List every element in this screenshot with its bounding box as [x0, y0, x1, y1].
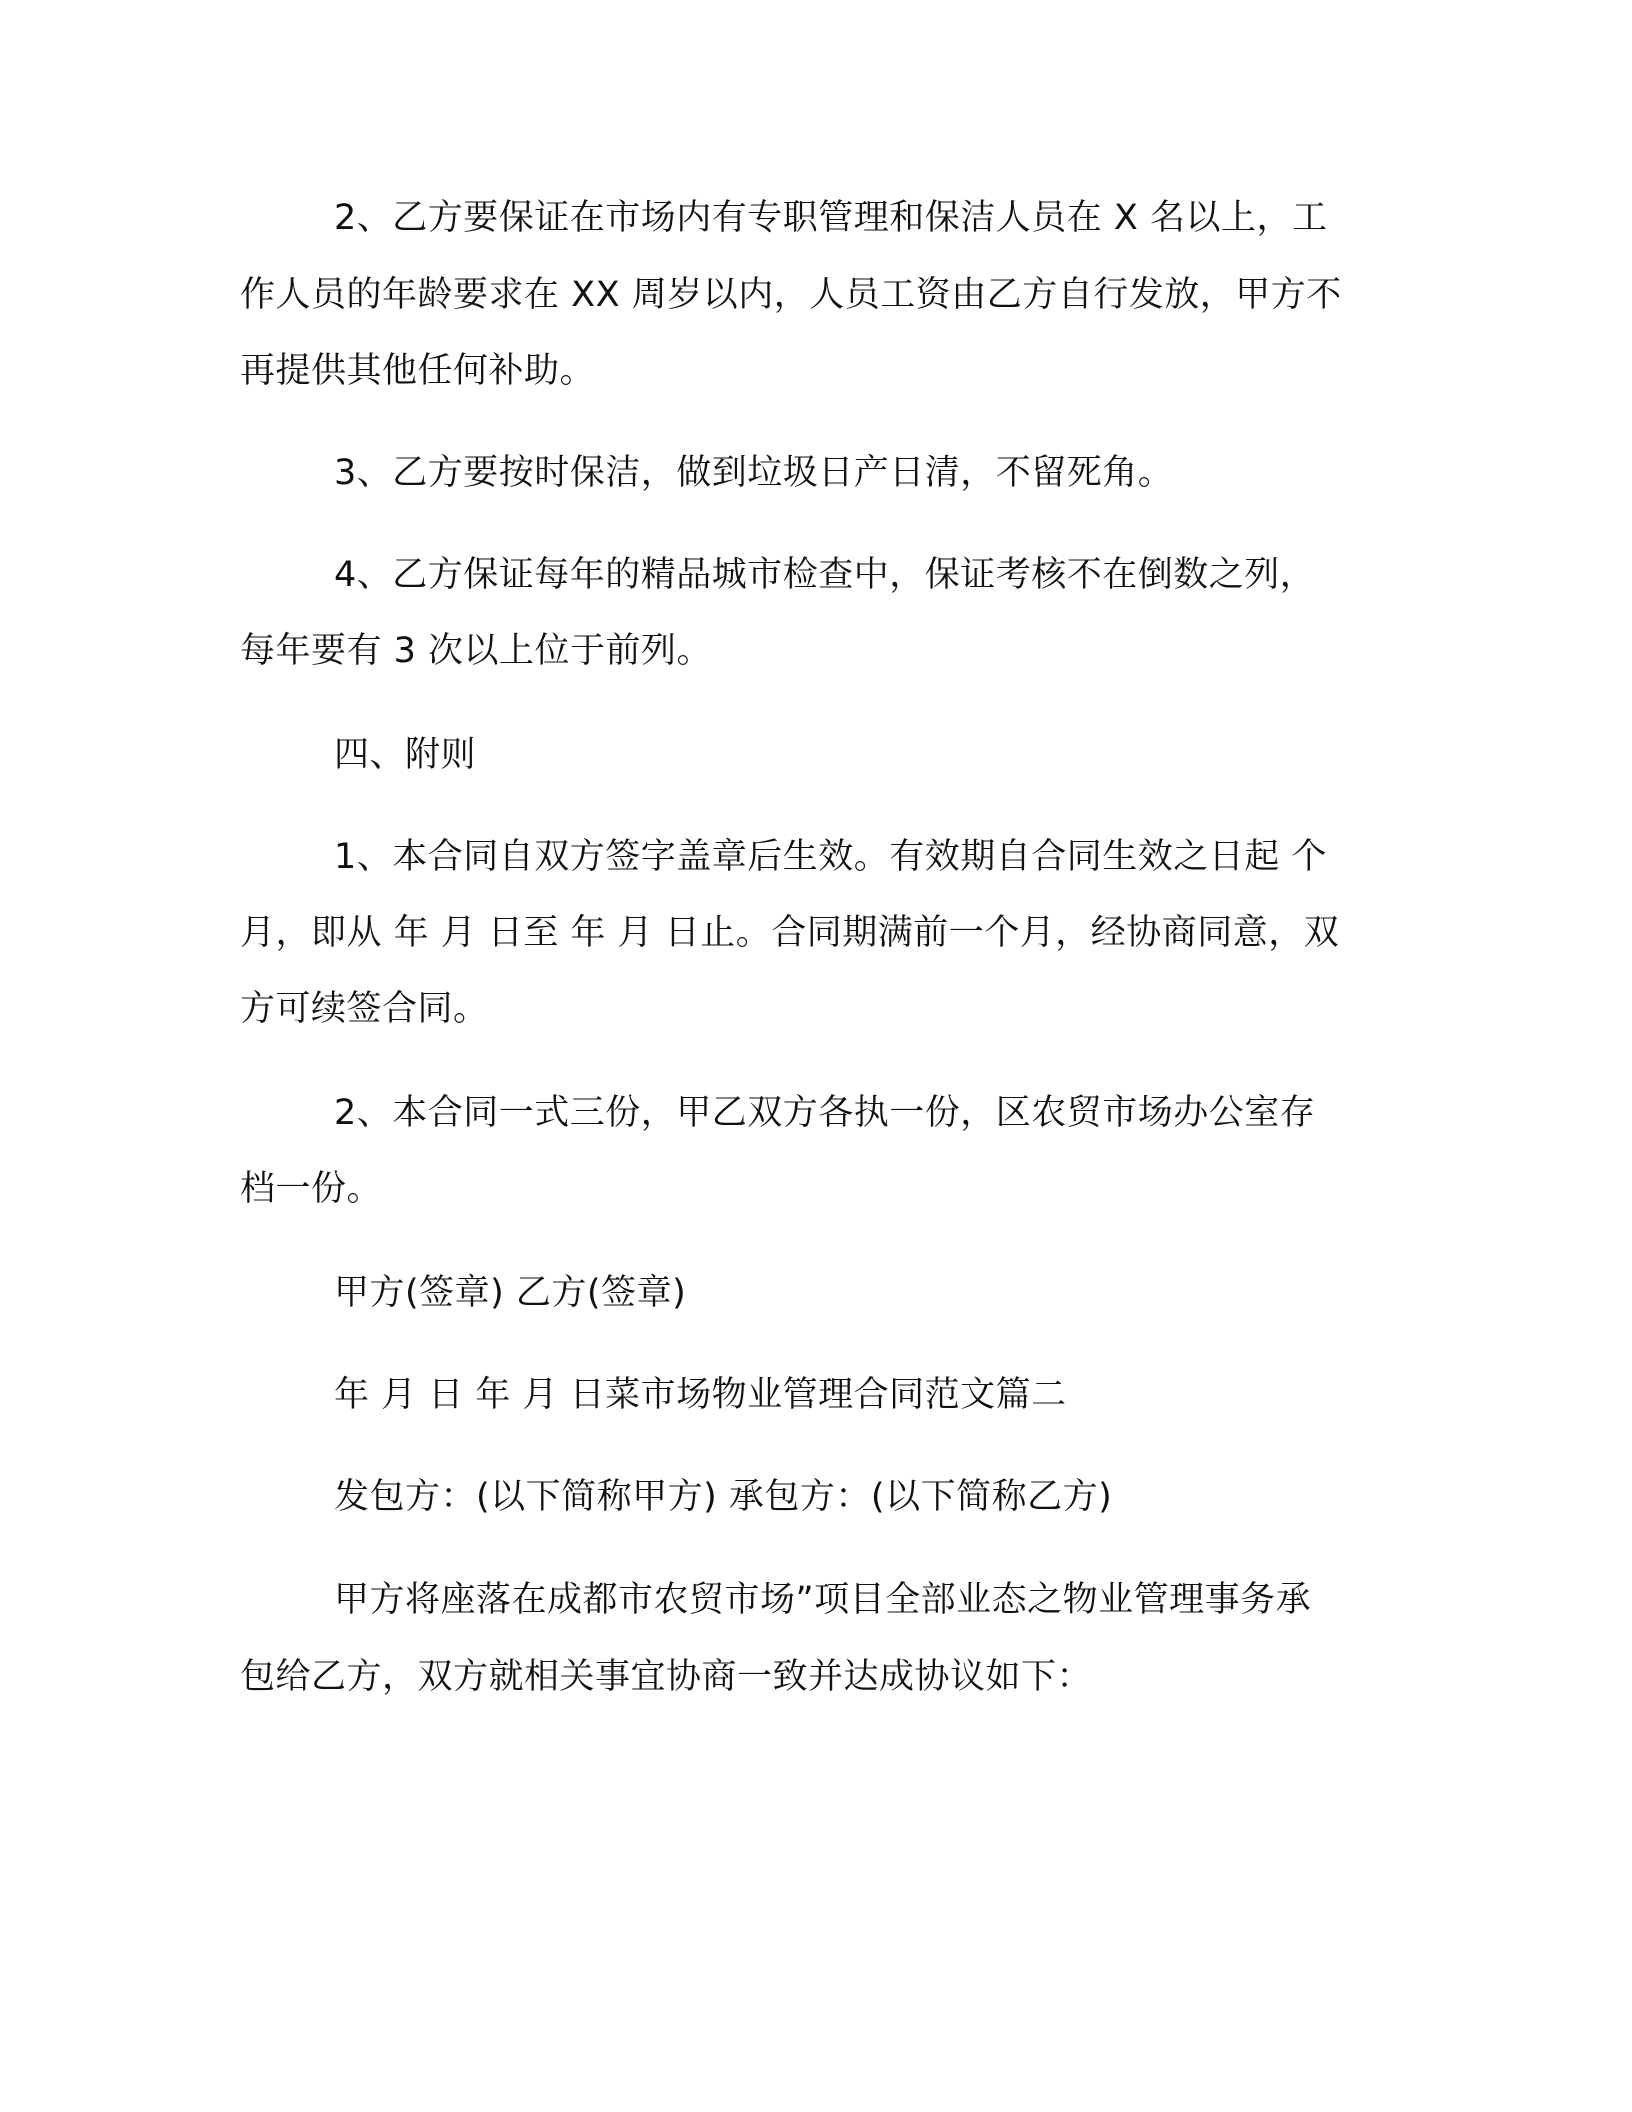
paragraph-6-line-2: 包给乙方，双方就相关事宜协商一致并达成协议如下：: [240, 1657, 1093, 1697]
paragraph-5-line-1: 2、本合同一式三份，甲乙双方各执一份，区农贸市场办公室存: [334, 1093, 1316, 1133]
paragraph-1-line-3: 再提供其他任何补助。: [240, 351, 596, 391]
paragraph-5-line-2: 档一份。: [240, 1169, 383, 1209]
paragraph-3-line-1: 4、乙方保证每年的精品城市检查中，保证考核不在倒数之列，: [334, 555, 1316, 595]
paragraph-1-line-1: 2、乙方要保证在市场内有专职管理和保洁人员在 X 名以上，工: [334, 198, 1328, 238]
paragraph-1-line-2: 作人员的年龄要求在 XX 周岁以内，人员工资由乙方自行发放，甲方不: [240, 275, 1342, 315]
section-heading-appendix: 四、附则: [334, 735, 477, 775]
paragraph-6-line-1: 甲方将座落在成都市农贸市场”项目全部业态之物业管理事务承: [334, 1580, 1312, 1620]
parties-line: 发包方：(以下简称甲方) 承包方：(以下简称乙方): [334, 1477, 1113, 1517]
paragraph-4-line-2: 月，即从 年 月 日至 年 月 日止。合同期满前一个月，经协商同意，双: [240, 913, 1340, 953]
signature-line: 甲方(签章) 乙方(签章): [334, 1273, 687, 1313]
date-and-title-line: 年 月 日 年 月 日菜市场物业管理合同范文篇二: [334, 1375, 1067, 1415]
paragraph-2-line-1: 3、乙方要按时保洁，做到垃圾日产日清，不留死角。: [334, 453, 1174, 493]
paragraph-4-line-3: 方可续签合同。: [240, 989, 489, 1029]
paragraph-4-line-1: 1、本合同自双方签字盖章后生效。有效期自合同生效之日起 个: [334, 837, 1327, 877]
paragraph-3-line-2: 每年要有 3 次以上位于前列。: [240, 631, 713, 671]
